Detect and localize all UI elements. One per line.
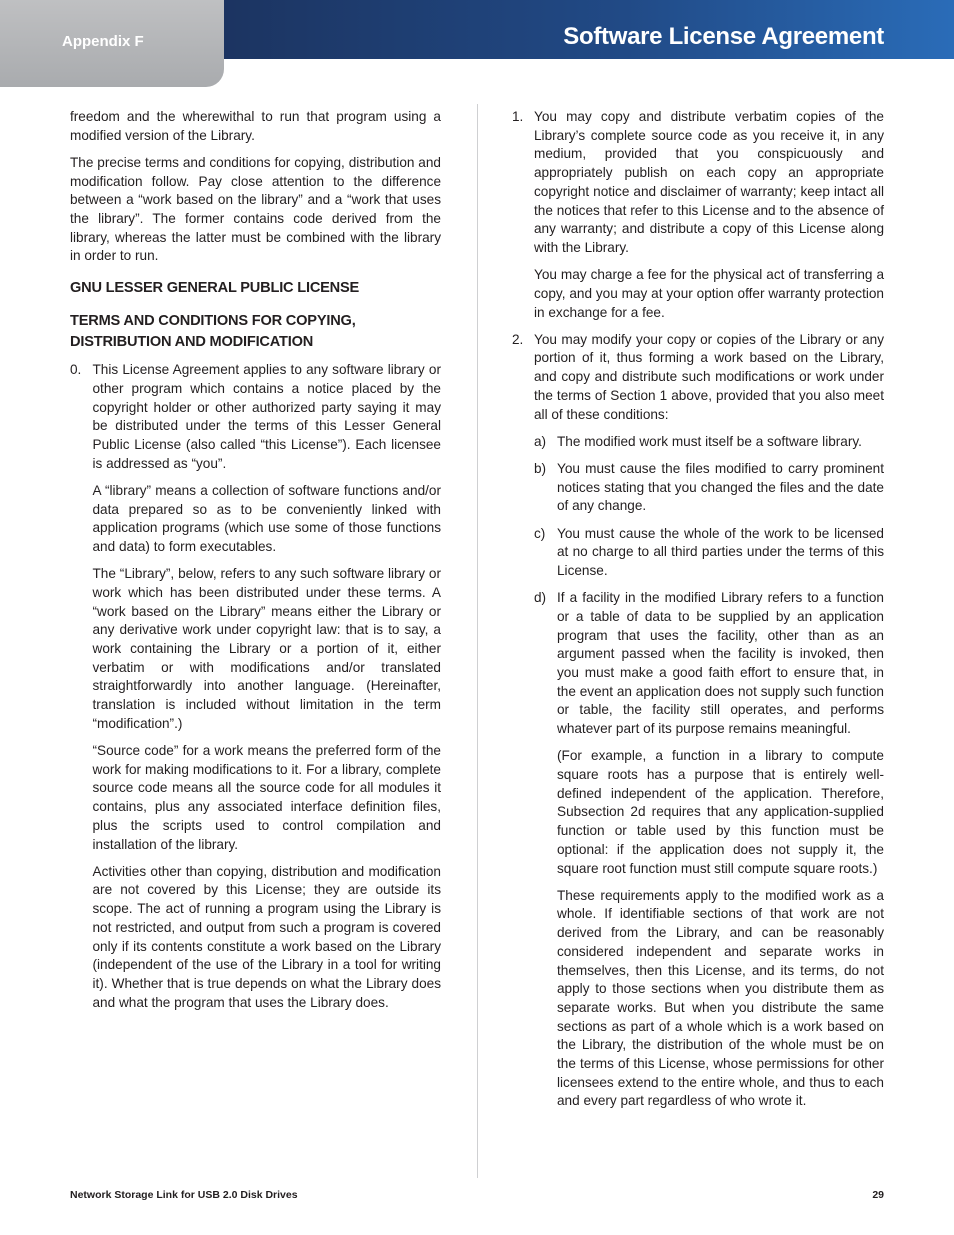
sub-item-letter: d) [534, 590, 547, 606]
left-column [70, 108, 441, 1021]
sub-item-letter: a) [534, 433, 547, 449]
list-item-0 [70, 361, 441, 1012]
paragraph: Activities other than copying, distribution and modification are not covered by this License; they are outside its scope. The act of running a program using the Library is not restricted, and output from such a program is covered only if its contents constitute a work based on the Library (independent of the use of the Library in a tool for writing it). Whether that is true depends on what the Library does and what the program that uses the Library does. [92, 863, 441, 1010]
list-item-1 [512, 108, 884, 322]
appendix-label: Appendix F [62, 33, 144, 50]
appendix-tab [0, 0, 224, 87]
list-number: 0. [70, 362, 82, 378]
paragraph: The precise terms and conditions for copying, distribution and modification follow. Pay close attention to the difference between a “work based on the library” and a “work that uses the library”. The former contains code derived from the library, whereas the latter must be combined with the library in order to run. [70, 154, 441, 264]
paragraph: You may copy and distribute verbatim copies of the Library’s complete source code as you receive it, in any medium, provided that you conspicuously and appropriately publish on each copy an appropriate copyright notice and disclaimer of warranty; keep intact all the notices that refer to this License and to the absence of any warranty; and distribute a copy of this License along with the Library. [534, 109, 884, 255]
section-heading: GNU LESSER GENERAL PUBLIC LICENSE [70, 280, 360, 297]
paragraph: You may modify your copy or copies of the Library or any portion of it, thus forming a work based on the Library, and copy and distribute such modifications or work under the terms of Section 1 above, provided that you also meet all of these conditions: [534, 331, 884, 422]
list-number: 1. [512, 109, 524, 124]
right-column [512, 108, 884, 1120]
sub-item-d [534, 589, 884, 1111]
paragraph: These requirements apply to the modified work as a whole. If identifiable sections of that work are not derived from the Library, and can be reasonably considered independent and separate works in themselves, then this License, and its terms, do not apply to those sections when you distribute them as separate works. But when you distribute the same sections as part of a whole which is a work based on the Library, the distribution of the whole must be on the terms of this License, whose permissions for other licensees extend to the entire whole, and thus to each and every part regardless of who wrote it. [557, 887, 884, 1109]
column-divider [477, 104, 478, 1178]
paragraph: “Source code” for a work means the preferred form of the work for making modifications to it. For a library, complete source code means all the source code for all modules it contains, plus any associated interface definition files, plus the scripts used to control compilation and installation of the library. [92, 742, 441, 852]
list-number: 2. [512, 331, 524, 347]
list-item-2 [512, 331, 884, 1111]
paragraph: You may charge a fee for the physical act of transferring a copy, and you may at your option offer warranty protection in exchange for a fee. [534, 267, 884, 320]
sub-item-b [534, 460, 884, 516]
sub-item-letter: b) [534, 460, 547, 476]
section-heading: TERMS AND CONDITIONS FOR COPYING, DISTRIBUTION AND MODIFICATION [70, 313, 356, 351]
paragraph: This License Agreement applies to any software library or other program which contains a notice placed by the copyright holder or other authorized party saying it may be distributed under the terms of this Lesser General Public License (also called “this License”). Each licensee is addressed as “you”. [92, 362, 441, 471]
footer-product-name: Network Storage Link for USB 2.0 Disk Drives [70, 1189, 298, 1201]
paragraph: You must cause the whole of the work to be licensed at no charge to all third parties under the terms of this License. [557, 525, 884, 578]
paragraph: The “Library”, below, refers to any such software library or work which has been distributed under these terms. A “work based on the Library” means either the Library or any derivative work under copyright law: that is to say, a work containing the Library or a portion of it, either verbatim or with modifications and/or translated straightforwardly into another language. (Hereinafter, translation is included without limitation in the term “modification”.) [92, 566, 441, 731]
sub-item-c [534, 525, 884, 581]
page-number: 29 [872, 1189, 884, 1201]
page-title: Software License Agreement [563, 23, 884, 50]
paragraph: The modified work must itself be a software library. [557, 433, 862, 449]
paragraph: If a facility in the modified Library refers to a function or a table of data to be supplied by an application program that uses the facility, other than as an argument passed when the facility is invoked, then you must make a good faith effort to ensure that, in the event an application does not supply such function or table, the facility still operates, and performs whatever part of its purpose remains meaningful. [557, 590, 884, 737]
paragraph: A “library” means a collection of software functions and/or data prepared so as to be conveniently linked with application programs (which use some of those functions and data) to form executables. [92, 482, 441, 554]
sub-item-letter: c) [534, 525, 546, 541]
sub-item-a [534, 433, 884, 452]
paragraph: freedom and the wherewithal to run that program using a modified version of the Library. [70, 109, 441, 143]
paragraph: (For example, a function in a library to compute square roots has a purpose that is entirely well-defined independent of the application. Therefore, Subsection 2d requires that any application-supplied function or table used by this function must be optional: if the application does not supply it, the square root function must still compute square roots.) [557, 748, 884, 876]
title-banner [224, 0, 954, 59]
paragraph: You must cause the files modified to carry prominent notices stating that you changed the files and the date of any change. [557, 460, 884, 514]
